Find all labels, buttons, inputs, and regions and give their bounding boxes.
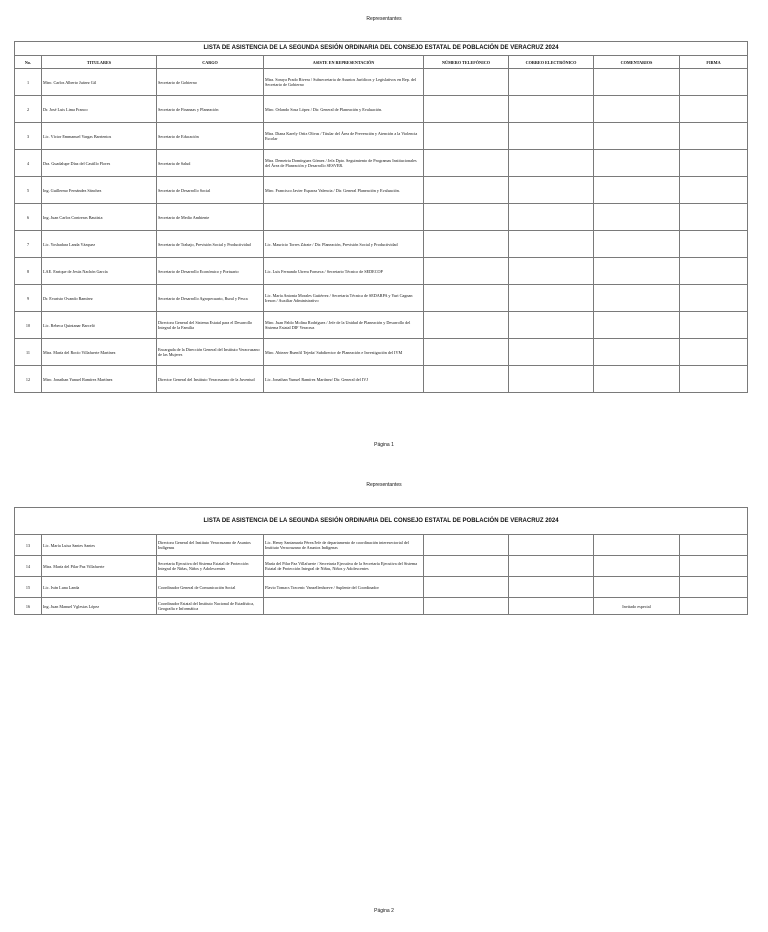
cell-titular: Ing. Guillermo Fernández Sánchez [42,177,157,204]
col-header-telefono: NÚMERO TELEFÓNICO [424,56,509,69]
table-row [15,231,748,258]
cell-titular: Dr. José Luis Lima Franco [42,96,157,123]
col-header-firma: FIRMA [680,56,748,69]
cell-comentarios [594,577,680,598]
cell-representacion: María del Pilar Paz Villafuerte / Secretaria Ejecutiva de la Secretaría Ejecutiva del Sistema Estatal de Protección Integral de Niñas, Niños y Adolescentes [264,556,424,577]
cell-representacion: Mtro. Orlando Sosa López / Dir. General de Planeación y Evaluación. [264,96,424,123]
cell-telefono [424,204,509,231]
cell-representacion: Mtro. Francisco Javier Esparza Valencia / Dir. General Planeación y Evaluación. [264,177,424,204]
page-header: Representantes [366,16,402,22]
cell-cargo: Secretaria Ejecutiva del Sistema Estatal de Protección Integral de Niñas, Niños y Adolescentes [157,556,264,577]
cell-telefono [424,258,509,285]
col-header-representacion: ASISTE EN REPRESENTACIÓN [264,56,424,69]
cell-titular: Mtra. María del Pilar Paz Villafuerte [42,556,157,577]
cell-no: 15 [15,577,42,598]
cell-telefono [424,285,509,312]
table-row [15,69,748,96]
cell-cargo: Secretario de Desarrollo Social [157,177,264,204]
cell-telefono [424,577,509,598]
cell-cargo: Secretario de Educación [157,123,264,150]
cell-comentarios [594,69,680,96]
table-row [15,366,748,393]
cell-correo [509,312,594,339]
cell-cargo: Secretaria de Trabajo, Previsión Social y Productividad [157,231,264,258]
table-row [15,285,748,312]
table-row [15,150,748,177]
cell-firma [680,258,748,285]
cell-comentarios [594,123,680,150]
cell-representacion: Lic. Jonathan Yunuel Ramírez Martínez/ Dir. General del IVJ [264,366,424,393]
cell-telefono [424,556,509,577]
cell-no: 12 [15,366,42,393]
cell-telefono [424,366,509,393]
cell-correo [509,231,594,258]
cell-cargo: Directora General del Sistema Estatal para el Desarrollo Integral de la Familia [157,312,264,339]
cell-telefono [424,177,509,204]
cell-comentarios [594,339,680,366]
cell-comentarios [594,177,680,204]
cell-correo [509,177,594,204]
cell-cargo: Coordinador General de Comunicación Social [157,577,264,598]
cell-comentarios: Invitado especial [594,598,680,615]
cell-firma [680,577,748,598]
cell-titular: Lic. Iván Luna Landa [42,577,157,598]
cell-firma [680,204,748,231]
cell-titular: Dr. Evaristo Ovando Ramírez [42,285,157,312]
cell-cargo: Secretario de Finanzas y Planeación [157,96,264,123]
cell-correo [509,339,594,366]
cell-titular: Lic. Rebeca Quintanar Barceló [42,312,157,339]
cell-titular: Mtro. Jonathan Yunuel Ramírez Martínez [42,366,157,393]
cell-cargo: Secretario de Gobierno [157,69,264,96]
cell-no: 9 [15,285,42,312]
table-row [15,312,748,339]
column-header-row [15,56,748,69]
cell-comentarios [594,96,680,123]
cell-telefono [424,96,509,123]
cell-representacion: Mtro. Juan Pablo Molina Rodríguez / Jefe de la Unidad de Planeación y Desarrollo del Sistema Estatal DIF Veracruz [264,312,424,339]
cell-representacion: Mtro. Abiezer Buenfil Tejeda/ Subdirector de Planeación e Investigación del IVM [264,339,424,366]
attendance-table-page-1 [14,41,748,393]
cell-telefono [424,339,509,366]
cell-no: 8 [15,258,42,285]
table-row [15,204,748,231]
cell-firma [680,339,748,366]
page-footer-2: Página 2 [374,908,394,914]
cell-firma [680,598,748,615]
cell-telefono [424,69,509,96]
cell-correo [509,123,594,150]
cell-firma [680,556,748,577]
cell-cargo: Secretario de Desarrollo Agropecuario, Rural y Pesca [157,285,264,312]
table-body-page-2 [15,535,748,615]
cell-comentarios [594,535,680,556]
cell-representacion [264,598,424,615]
table-title: LISTA DE ASISTENCIA DE LA SEGUNDA SESIÓN ORDINARIA DEL CONSEJO ESTATAL DE POBLACIÓN DE VERACRUZ 2024 [15,42,748,56]
col-header-cargo: CARGO [157,56,264,69]
cell-no: 11 [15,339,42,366]
cell-comentarios [594,204,680,231]
cell-cargo: Coordinador Estatal del Instituto Nacional de Estadística, Geografía e Informática [157,598,264,615]
col-header-titulares: TITULARES [42,56,157,69]
cell-correo [509,285,594,312]
cell-titular: Ing. Juan Carlos Contreras Bautista [42,204,157,231]
cell-correo [509,258,594,285]
table-row [15,96,748,123]
cell-correo [509,96,594,123]
table-row [15,577,748,598]
cell-telefono [424,598,509,615]
table-body-page-1 [15,69,748,393]
cell-titular: Dra. Guadalupe Díaz del Castillo Flores [42,150,157,177]
cell-correo [509,204,594,231]
cell-cargo: Secretaria de Salud [157,150,264,177]
cell-correo [509,366,594,393]
cell-firma [680,96,748,123]
col-header-no: No. [15,56,42,69]
cell-titular: LAE. Enrique de Jesús Nachón García [42,258,157,285]
col-header-correo: CORREO ELECTRÓNICO [509,56,594,69]
cell-representacion: Mtra. Soraya Prado Rivera / Subsecretaria de Asuntos Jurídicos y Legislativos en Rep. del Secretario de Gobierno [264,69,424,96]
table-row [15,258,748,285]
table-row [15,177,748,204]
cell-firma [680,150,748,177]
page-header-2: Representantes [366,482,402,488]
cell-telefono [424,123,509,150]
cell-comentarios [594,285,680,312]
cell-no: 10 [15,312,42,339]
table-title-2: LISTA DE ASISTENCIA DE LA SEGUNDA SESIÓN ORDINARIA DEL CONSEJO ESTATAL DE POBLACIÓN DE VERACRUZ 2024 [15,508,748,535]
cell-cargo: Encargada de la Dirección General del Instituto Veracruzano de las Mujeres [157,339,264,366]
table-row [15,339,748,366]
cell-correo [509,598,594,615]
cell-correo [509,535,594,556]
table-row [15,556,748,577]
cell-no: 4 [15,150,42,177]
table-row [15,598,748,615]
cell-cargo: Secretario de Desarrollo Económico y Portuario [157,258,264,285]
cell-firma [680,69,748,96]
cell-no: 3 [15,123,42,150]
cell-comentarios [594,556,680,577]
cell-comentarios [594,258,680,285]
cell-firma [680,312,748,339]
cell-no: 6 [15,204,42,231]
cell-correo [509,577,594,598]
cell-representacion: Mtra. Diana Karely Ortiz Olivas / Titular del Área de Prevención y Atención a la Violencia Escolar [264,123,424,150]
cell-correo [509,556,594,577]
cell-correo [509,150,594,177]
cell-representacion: Flavio Tomacs Trzcenic Vanzellenhoeve / Suplente del Coordinador [264,577,424,598]
cell-firma [680,231,748,258]
page-footer-1: Página 1 [374,442,394,448]
cell-firma [680,285,748,312]
cell-comentarios [594,231,680,258]
cell-no: 16 [15,598,42,615]
cell-titular: Lic. Víctor Emmanuel Vargas Barrientos [42,123,157,150]
table-row [15,535,748,556]
cell-no: 5 [15,177,42,204]
cell-representacion: Lic. Mauricio Torres Zárate / Dir. Planeación, Previsión Social y Productividad [264,231,424,258]
cell-comentarios [594,312,680,339]
cell-firma [680,535,748,556]
cell-cargo: Secretario de Medio Ambiente [157,204,264,231]
cell-no: 1 [15,69,42,96]
cell-telefono [424,150,509,177]
cell-no: 13 [15,535,42,556]
cell-representacion: Mtra. Demetria Domínguez Gómez / Jefa Dpto. Seguimiento de Programas Institucionales del Área de Planeación y Desarrollo SESVER. [264,150,424,177]
attendance-table-page-2 [14,507,748,615]
cell-representacion: Lic. Henry Santamaría Pérez/Jefe de departamento de coordinación interesectorial del Instituto Veracruzano de Asuntos Indígenas [264,535,424,556]
col-header-comentarios: COMENTARIOS [594,56,680,69]
cell-no: 2 [15,96,42,123]
cell-titular: Mtro. Carlos Alberto Juárez Gil [42,69,157,96]
cell-telefono [424,535,509,556]
cell-representacion: Lic. María Antonia Morales Gutiérrez / Secretaria Técnica de SEDARPA y Yuri Cagnan Ireson / Auxiliar Administrativo [264,285,424,312]
cell-titular: Lic. Yoshadara Landa Vázquez [42,231,157,258]
cell-telefono [424,231,509,258]
cell-representacion [264,204,424,231]
cell-correo [509,69,594,96]
cell-cargo: Directora General del Instituto Veracruzano de Asuntos Indígenas [157,535,264,556]
cell-representacion: Lic. Luis Fernando Utrera Fonseca / Secretario Técnico de SEDECOP [264,258,424,285]
cell-comentarios [594,150,680,177]
cell-no: 7 [15,231,42,258]
cell-comentarios [594,366,680,393]
cell-titular: Ing. Juan Manuel Vglesias López [42,598,157,615]
cell-titular: Lic. María Luisa Santes Santes [42,535,157,556]
cell-cargo: Director General del Instituto Veracruzano de la Juventud [157,366,264,393]
cell-telefono [424,312,509,339]
cell-firma [680,123,748,150]
cell-titular: Mtra. María del Rocío Villafuerte Martínez [42,339,157,366]
table-row [15,123,748,150]
cell-no: 14 [15,556,42,577]
cell-firma [680,366,748,393]
cell-firma [680,177,748,204]
